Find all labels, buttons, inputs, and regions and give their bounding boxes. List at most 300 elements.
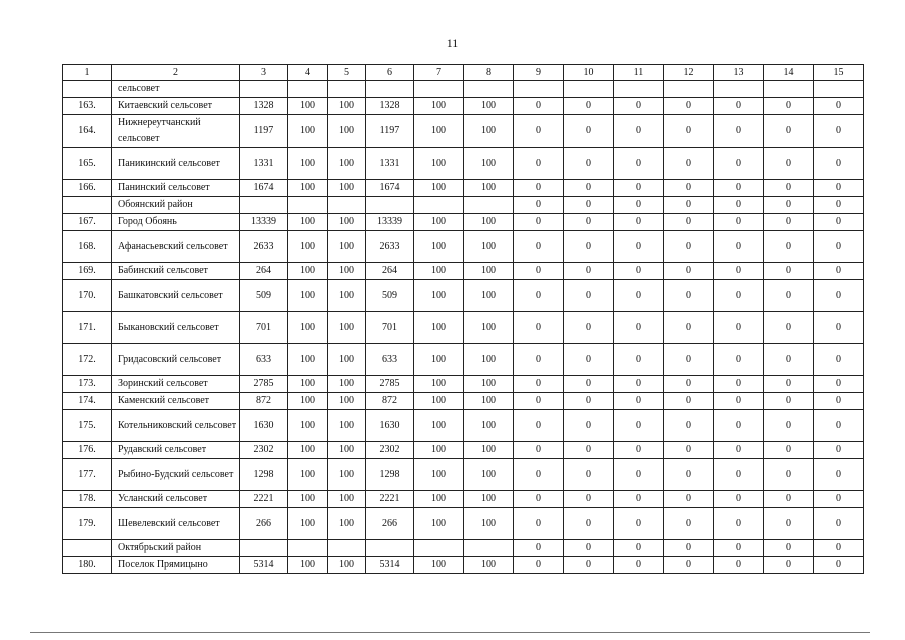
value-cell: 1328: [366, 98, 414, 115]
value-cell: 1674: [366, 180, 414, 197]
value-cell: 0: [764, 231, 814, 263]
value-cell: 0: [564, 459, 614, 491]
municipality-name-cell: Панинский сельсовет: [112, 180, 240, 197]
value-cell: [240, 197, 288, 214]
value-cell: 0: [614, 214, 664, 231]
municipality-name-cell: Шевелевский сельсовет: [112, 508, 240, 540]
value-cell: 0: [564, 376, 614, 393]
value-cell: 100: [464, 148, 514, 180]
column-header: 8: [464, 65, 514, 81]
value-cell: 100: [328, 214, 366, 231]
value-cell: 100: [328, 557, 366, 574]
municipality-name-cell: Башкатовский сельсовет: [112, 280, 240, 312]
value-cell: 0: [614, 459, 664, 491]
value-cell: 0: [564, 231, 614, 263]
value-cell: 100: [464, 376, 514, 393]
value-cell: [288, 540, 328, 557]
value-cell: 100: [464, 214, 514, 231]
value-cell: 100: [414, 115, 464, 148]
value-cell: 266: [240, 508, 288, 540]
value-cell: 1298: [240, 459, 288, 491]
value-cell: 13339: [240, 214, 288, 231]
value-cell: 0: [664, 459, 714, 491]
row-number-cell: 180.: [63, 557, 112, 574]
value-cell: 0: [764, 214, 814, 231]
value-cell: 0: [514, 540, 564, 557]
value-cell: 0: [664, 214, 714, 231]
value-cell: 100: [328, 231, 366, 263]
value-cell: 0: [714, 393, 764, 410]
column-header: 3: [240, 65, 288, 81]
value-cell: 0: [514, 98, 564, 115]
value-cell: 100: [414, 263, 464, 280]
column-header: 6: [366, 65, 414, 81]
column-header: 4: [288, 65, 328, 81]
value-cell: 0: [614, 344, 664, 376]
table-row: [63, 508, 864, 540]
value-cell: 5314: [366, 557, 414, 574]
value-cell: [414, 197, 464, 214]
value-cell: 0: [714, 115, 764, 148]
row-number-cell: 176.: [63, 442, 112, 459]
municipality-name-cell: Рудавский сельсовет: [112, 442, 240, 459]
value-cell: [288, 81, 328, 98]
column-header: 13: [714, 65, 764, 81]
value-cell: 633: [240, 344, 288, 376]
value-cell: 100: [328, 180, 366, 197]
value-cell: 100: [288, 410, 328, 442]
value-cell: 0: [714, 98, 764, 115]
value-cell: 0: [814, 180, 864, 197]
value-cell: [240, 540, 288, 557]
page-number: 11: [446, 36, 459, 50]
value-cell: 0: [664, 393, 714, 410]
value-cell: 100: [328, 410, 366, 442]
table-row: [63, 180, 864, 197]
value-cell: 100: [464, 115, 514, 148]
value-cell: 100: [464, 180, 514, 197]
value-cell: 100: [288, 557, 328, 574]
value-cell: 100: [288, 442, 328, 459]
value-cell: 100: [288, 115, 328, 148]
value-cell: 0: [714, 491, 764, 508]
value-cell: 0: [664, 491, 714, 508]
value-cell: 0: [664, 442, 714, 459]
value-cell: 0: [764, 180, 814, 197]
value-cell: 0: [614, 312, 664, 344]
value-cell: 0: [564, 148, 614, 180]
value-cell: [464, 540, 514, 557]
value-cell: 0: [814, 197, 864, 214]
value-cell: 100: [414, 442, 464, 459]
value-cell: 0: [714, 442, 764, 459]
value-cell: 0: [514, 491, 564, 508]
value-cell: 0: [514, 263, 564, 280]
value-cell: 100: [414, 376, 464, 393]
row-number-cell: 164.: [63, 115, 112, 148]
column-header: 9: [514, 65, 564, 81]
value-cell: 0: [714, 231, 764, 263]
value-cell: 100: [414, 148, 464, 180]
value-cell: [328, 81, 366, 98]
value-cell: 0: [764, 410, 814, 442]
value-cell: 100: [414, 231, 464, 263]
value-cell: 100: [464, 393, 514, 410]
table-row: [63, 557, 864, 574]
value-cell: 0: [664, 180, 714, 197]
value-cell: 0: [614, 410, 664, 442]
value-cell: 0: [764, 459, 814, 491]
value-cell: 100: [414, 98, 464, 115]
value-cell: 0: [564, 540, 614, 557]
value-cell: 0: [514, 197, 564, 214]
value-cell: 0: [514, 410, 564, 442]
value-cell: 0: [714, 148, 764, 180]
value-cell: 1331: [366, 148, 414, 180]
value-cell: 0: [664, 410, 714, 442]
value-cell: 100: [414, 280, 464, 312]
value-cell: 0: [764, 344, 814, 376]
value-cell: 1197: [240, 115, 288, 148]
value-cell: 100: [464, 442, 514, 459]
value-cell: 0: [564, 263, 614, 280]
value-cell: 0: [664, 376, 714, 393]
table-row: [63, 393, 864, 410]
municipality-name-cell: Китаевский сельсовет: [112, 98, 240, 115]
value-cell: 1298: [366, 459, 414, 491]
value-cell: 0: [714, 280, 764, 312]
value-cell: 0: [814, 148, 864, 180]
value-cell: 2302: [240, 442, 288, 459]
municipality-name-cell: Усланский сельсовет: [112, 491, 240, 508]
value-cell: 100: [328, 280, 366, 312]
value-cell: 100: [414, 393, 464, 410]
value-cell: [764, 81, 814, 98]
row-number-cell: 167.: [63, 214, 112, 231]
table-row: [63, 115, 864, 148]
value-cell: 100: [288, 180, 328, 197]
value-cell: 0: [614, 197, 664, 214]
municipality-name-cell: Афанасьевский сельсовет: [112, 231, 240, 263]
municipality-name-cell: Поселок Прямицыно: [112, 557, 240, 574]
value-cell: 0: [814, 393, 864, 410]
row-number-cell: 177.: [63, 459, 112, 491]
value-cell: 0: [814, 410, 864, 442]
value-cell: 0: [614, 231, 664, 263]
value-cell: [564, 81, 614, 98]
value-cell: 0: [814, 231, 864, 263]
value-cell: 0: [714, 312, 764, 344]
value-cell: 100: [288, 459, 328, 491]
value-cell: 0: [614, 508, 664, 540]
value-cell: 0: [814, 263, 864, 280]
value-cell: 100: [328, 98, 366, 115]
value-cell: 100: [328, 115, 366, 148]
value-cell: 0: [564, 197, 614, 214]
row-number-cell: 171.: [63, 312, 112, 344]
value-cell: [288, 197, 328, 214]
value-cell: [328, 540, 366, 557]
column-header: 11: [614, 65, 664, 81]
table-row: [63, 376, 864, 393]
municipality-name-cell: Город Обоянь: [112, 214, 240, 231]
value-cell: 0: [514, 376, 564, 393]
column-header: 5: [328, 65, 366, 81]
value-cell: 0: [764, 557, 814, 574]
value-cell: 100: [414, 508, 464, 540]
column-header: 14: [764, 65, 814, 81]
value-cell: 0: [514, 393, 564, 410]
value-cell: 100: [464, 508, 514, 540]
value-cell: 0: [614, 148, 664, 180]
value-cell: 100: [414, 180, 464, 197]
value-cell: 0: [564, 98, 614, 115]
value-cell: 701: [240, 312, 288, 344]
table-row: [63, 263, 864, 280]
value-cell: 0: [714, 344, 764, 376]
value-cell: 0: [764, 280, 814, 312]
value-cell: [464, 81, 514, 98]
row-number-cell: 173.: [63, 376, 112, 393]
value-cell: 13339: [366, 214, 414, 231]
value-cell: 872: [366, 393, 414, 410]
value-cell: 2221: [240, 491, 288, 508]
value-cell: 1630: [366, 410, 414, 442]
value-cell: 100: [328, 148, 366, 180]
value-cell: 0: [564, 214, 614, 231]
value-cell: 0: [664, 344, 714, 376]
value-cell: 100: [288, 263, 328, 280]
value-cell: 0: [564, 508, 614, 540]
value-cell: 100: [288, 508, 328, 540]
value-cell: 0: [564, 393, 614, 410]
value-cell: 264: [366, 263, 414, 280]
value-cell: 100: [464, 344, 514, 376]
value-cell: 0: [814, 557, 864, 574]
table-row: [63, 231, 864, 263]
value-cell: 0: [514, 214, 564, 231]
value-cell: 0: [514, 312, 564, 344]
value-cell: 100: [288, 491, 328, 508]
value-cell: 0: [564, 115, 614, 148]
value-cell: 1674: [240, 180, 288, 197]
value-cell: 100: [414, 410, 464, 442]
value-cell: 0: [564, 557, 614, 574]
value-cell: 100: [328, 393, 366, 410]
value-cell: 0: [514, 459, 564, 491]
value-cell: 0: [764, 312, 814, 344]
value-cell: [414, 540, 464, 557]
value-cell: 0: [814, 115, 864, 148]
value-cell: 100: [328, 459, 366, 491]
value-cell: 100: [464, 263, 514, 280]
value-cell: 100: [328, 376, 366, 393]
value-cell: 0: [764, 540, 814, 557]
row-number-cell: 163.: [63, 98, 112, 115]
value-cell: 2633: [366, 231, 414, 263]
value-cell: 0: [614, 491, 664, 508]
value-cell: 100: [414, 491, 464, 508]
value-cell: 100: [328, 491, 366, 508]
value-cell: 0: [814, 280, 864, 312]
value-cell: 264: [240, 263, 288, 280]
table-row: [63, 344, 864, 376]
row-number-cell: 175.: [63, 410, 112, 442]
value-cell: 1328: [240, 98, 288, 115]
table-header: [63, 65, 864, 81]
value-cell: 100: [464, 231, 514, 263]
value-cell: 100: [414, 557, 464, 574]
row-number-cell: 170.: [63, 280, 112, 312]
value-cell: [514, 81, 564, 98]
value-cell: 0: [664, 557, 714, 574]
value-cell: 0: [814, 344, 864, 376]
column-header: 1: [63, 65, 112, 81]
value-cell: 100: [328, 442, 366, 459]
table-row: [63, 491, 864, 508]
column-header: 10: [564, 65, 614, 81]
value-cell: [240, 81, 288, 98]
value-cell: 0: [714, 197, 764, 214]
column-header: 2: [112, 65, 240, 81]
value-cell: 0: [714, 557, 764, 574]
value-cell: 100: [328, 312, 366, 344]
table-row: [63, 148, 864, 180]
value-cell: 2785: [240, 376, 288, 393]
value-cell: [614, 81, 664, 98]
value-cell: 0: [614, 115, 664, 148]
table-row: [63, 81, 864, 98]
value-cell: 0: [614, 263, 664, 280]
value-cell: 0: [614, 557, 664, 574]
value-cell: 0: [814, 459, 864, 491]
column-header: 15: [814, 65, 864, 81]
value-cell: 0: [814, 312, 864, 344]
value-cell: 100: [328, 508, 366, 540]
value-cell: 0: [764, 263, 814, 280]
table-row: [63, 280, 864, 312]
value-cell: 0: [814, 491, 864, 508]
value-cell: 0: [814, 214, 864, 231]
table-row: [63, 98, 864, 115]
value-cell: 0: [614, 98, 664, 115]
value-cell: 0: [514, 180, 564, 197]
value-cell: 872: [240, 393, 288, 410]
table-row: [63, 197, 864, 214]
value-cell: 0: [764, 376, 814, 393]
value-cell: 0: [664, 98, 714, 115]
value-cell: 100: [288, 98, 328, 115]
value-cell: 100: [288, 393, 328, 410]
value-cell: 0: [514, 442, 564, 459]
municipality-name-cell: Нижнереутчанский сельсовет: [112, 115, 240, 148]
municipality-name-cell: Каменский сельсовет: [112, 393, 240, 410]
row-number-cell: 172.: [63, 344, 112, 376]
value-cell: [664, 81, 714, 98]
value-cell: 0: [664, 115, 714, 148]
value-cell: 100: [464, 280, 514, 312]
municipality-name-cell: Октябрьский район: [112, 540, 240, 557]
value-cell: 0: [614, 376, 664, 393]
value-cell: 0: [614, 540, 664, 557]
value-cell: [814, 81, 864, 98]
row-number-cell: 166.: [63, 180, 112, 197]
column-header: 7: [414, 65, 464, 81]
table-row: [63, 214, 864, 231]
value-cell: 100: [288, 148, 328, 180]
row-number-cell: 168.: [63, 231, 112, 263]
value-cell: 0: [814, 376, 864, 393]
value-cell: 0: [564, 410, 614, 442]
value-cell: 633: [366, 344, 414, 376]
value-cell: 266: [366, 508, 414, 540]
value-cell: 0: [564, 491, 614, 508]
value-cell: [414, 81, 464, 98]
row-number-cell: [63, 540, 112, 557]
value-cell: 0: [664, 508, 714, 540]
table-row: [63, 312, 864, 344]
value-cell: 0: [564, 180, 614, 197]
value-cell: 100: [288, 312, 328, 344]
header-row: [63, 65, 864, 81]
table-row: [63, 459, 864, 491]
value-cell: 100: [288, 280, 328, 312]
value-cell: 100: [328, 263, 366, 280]
municipality-name-cell: Бабинский сельсовет: [112, 263, 240, 280]
value-cell: 2302: [366, 442, 414, 459]
value-cell: 0: [664, 540, 714, 557]
value-cell: 0: [564, 442, 614, 459]
municipality-name-cell: Обоянский район: [112, 197, 240, 214]
value-cell: 0: [514, 508, 564, 540]
row-number-cell: 165.: [63, 148, 112, 180]
value-cell: [464, 197, 514, 214]
value-cell: 100: [414, 459, 464, 491]
value-cell: 100: [464, 459, 514, 491]
row-number-cell: 169.: [63, 263, 112, 280]
value-cell: 0: [614, 280, 664, 312]
value-cell: 0: [714, 180, 764, 197]
value-cell: 0: [664, 197, 714, 214]
value-cell: 0: [764, 508, 814, 540]
municipality-name-cell: Гридасовский сельсовет: [112, 344, 240, 376]
value-cell: 0: [714, 540, 764, 557]
municipality-name-cell: сельсовет: [112, 81, 240, 98]
value-cell: 0: [664, 231, 714, 263]
value-cell: 100: [464, 557, 514, 574]
value-cell: 0: [664, 148, 714, 180]
value-cell: 0: [514, 557, 564, 574]
value-cell: 100: [288, 214, 328, 231]
value-cell: [328, 197, 366, 214]
scan-edge-line: [30, 632, 870, 633]
value-cell: [714, 81, 764, 98]
value-cell: 1331: [240, 148, 288, 180]
value-cell: 0: [764, 115, 814, 148]
value-cell: 0: [664, 312, 714, 344]
table-body: [63, 81, 864, 574]
column-header: 12: [664, 65, 714, 81]
value-cell: 100: [414, 344, 464, 376]
value-cell: 0: [714, 263, 764, 280]
value-cell: 0: [514, 280, 564, 312]
value-cell: 2221: [366, 491, 414, 508]
value-cell: 100: [288, 376, 328, 393]
value-cell: 0: [814, 98, 864, 115]
municipality-name-cell: Котельниковский сельсовет: [112, 410, 240, 442]
value-cell: 0: [814, 540, 864, 557]
table-row: [63, 410, 864, 442]
